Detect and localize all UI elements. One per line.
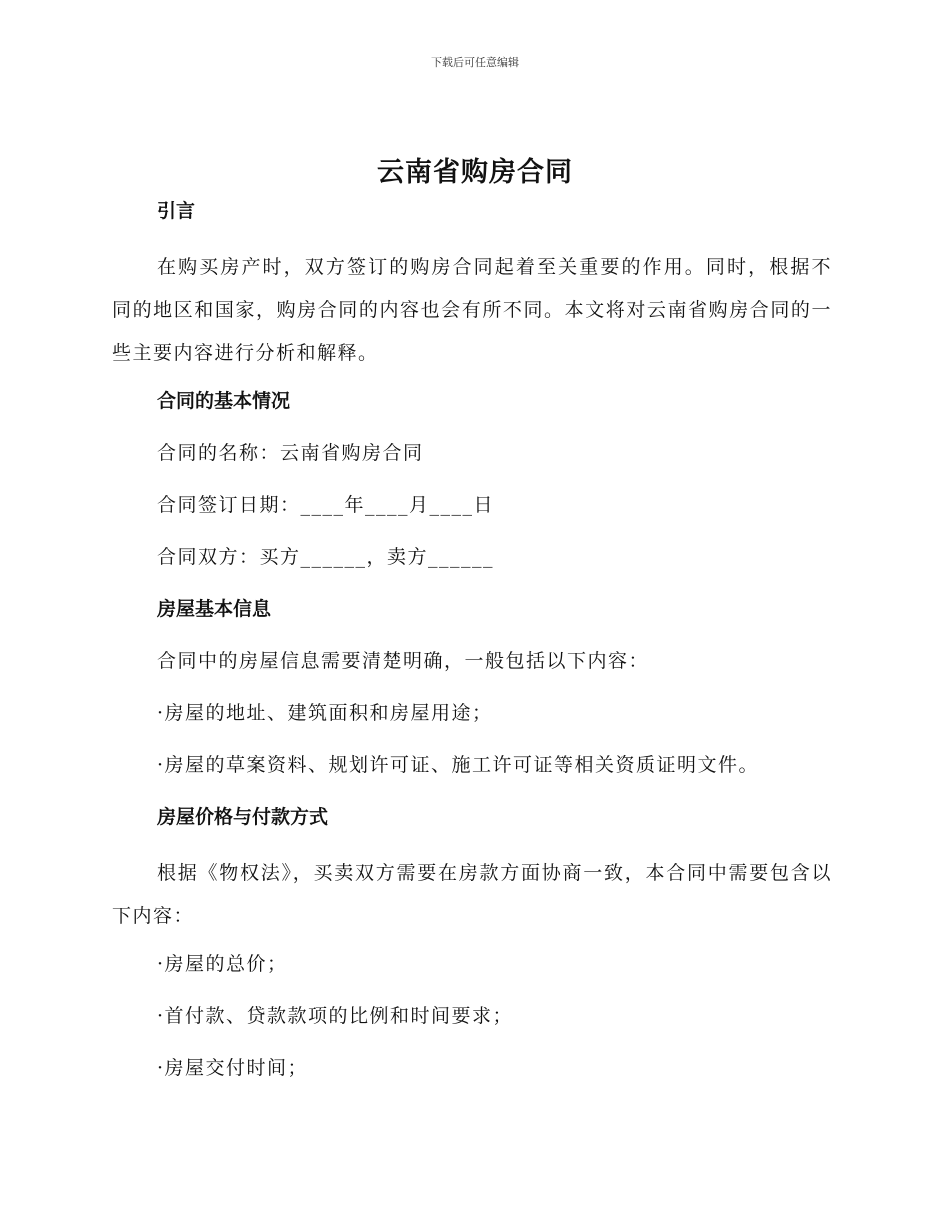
section-heading-basic: 合同的基本情况 <box>157 390 291 412</box>
list-item: ·房屋交付时间； <box>157 1057 309 1079</box>
section-heading-price: 房屋价格与付款方式 <box>157 806 329 828</box>
house-info-intro-line: 合同中的房屋信息需要清楚明确，一般包括以下内容： <box>157 650 650 672</box>
list-item: ·首付款、贷款款项的比例和时间要求； <box>157 1005 514 1027</box>
list-item: ·房屋的草案资料、规划许可证、施工许可证等相关资质证明文件。 <box>157 754 760 776</box>
document-body <box>112 194 832 1103</box>
price-paragraph: 根据《物权法》，买卖双方需要在房款方面协商一致，本合同中需要包含以下内容： <box>112 862 832 927</box>
list-item: ·房屋的总价； <box>157 953 288 975</box>
contract-parties-line: 合同双方：买方______，卖方______ <box>157 546 495 568</box>
contract-name-line: 合同的名称：云南省购房合同 <box>157 442 424 464</box>
section-heading-intro: 引言 <box>157 200 196 222</box>
intro-paragraph: 在购买房产时，双方签订的购房合同起着至关重要的作用。同时，根据不同的地区和国家，购房合同的内容也会有所不同。本文将对云南省购房合同的一些主要内容进行分析和解释。 <box>112 256 832 364</box>
section-heading-house: 房屋基本信息 <box>157 598 272 620</box>
contract-date-line: 合同签订日期：____年____月____日 <box>157 494 495 516</box>
list-item: ·房屋的地址、建筑面积和房屋用途； <box>157 702 493 724</box>
document-title: 云南省购房合同 <box>377 157 573 188</box>
header-note: 下载后可任意编辑 <box>431 56 519 69</box>
